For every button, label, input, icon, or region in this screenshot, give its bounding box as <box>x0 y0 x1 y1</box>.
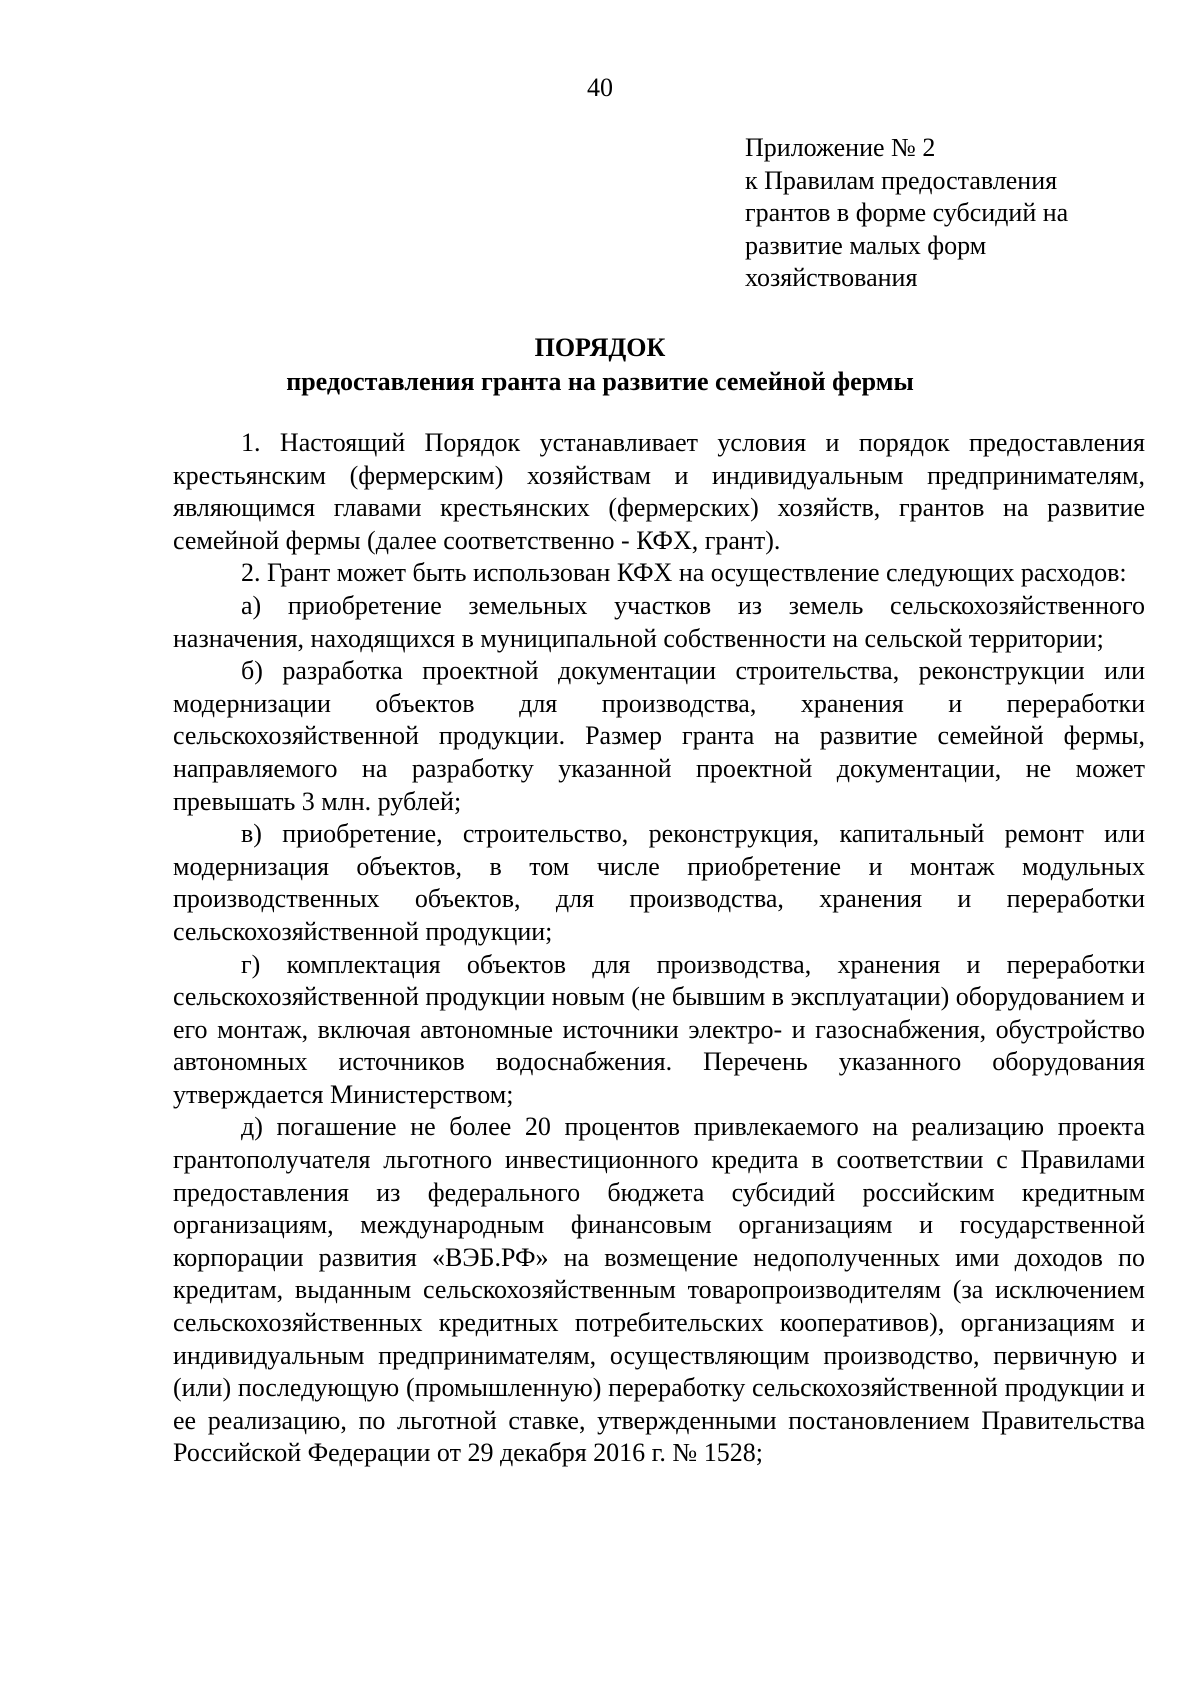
appendix-note <box>745 132 1165 295</box>
paragraph-2g: г) комплектация объектов для производства, хранения и переработки сельскохозяйственной продукции новым (не бывшим в эксплуатации) оборудованием и его монтаж, включая автономные источники электро- и газоснабжения, обустройство автономных источников водоснабжения. Перечень указанного оборудования утверждается Министерством; <box>173 949 1145 1109</box>
document-title: ПОРЯДОК <box>534 333 666 362</box>
appendix-line: грантов в форме субсидий на <box>745 198 1069 227</box>
document-body <box>173 427 1145 1470</box>
appendix-line: к Правилам предоставления <box>745 165 1058 195</box>
paragraph-2: 2. Грант может быть использован КФХ на осуществление следующих расходов: <box>241 558 1127 588</box>
appendix-line: хозяйствования <box>745 263 918 292</box>
page-number: 40 <box>587 73 613 102</box>
paragraph-2a: а) приобретение земельных участков из земель сельскохозяйственного назначения, находящихся в муниципальной собственности на сельской территории; <box>173 590 1145 653</box>
paragraph-2v: в) приобретение, строительство, реконструкция, капитальный ремонт или модернизация объектов, в том числе приобретение и монтаж модульных производственных объектов, для производства, хранения и переработки сельскохозяйственной продукции; <box>173 819 1145 946</box>
document-subtitle: предоставления гранта на развитие семейной фермы <box>286 367 914 396</box>
appendix-line: развитие малых форм <box>745 230 987 260</box>
paragraph-2d: д) погашение не более 20 процентов привлекаемого на реализацию проекта грантополучателя льготного инвестиционного кредита в соответствии с Правилами предоставления из федерального бюджета субсидий российским кредитным организациям, международным финансовым организациям и государственной корпорации развития «ВЭБ.РФ» на возмещение недополученных ими доходов по кредитам, выданным сельскохозяйственным товаропроизводителям (за исключением сельскохозяйственных кредитных потребительских кооперативов), организациям и индивидуальным предпринимателям, осуществляющим производство, первичную и (или) последующую (промышленную) переработку сельскохозяйственной продукции и ее реализацию, по льготной ставке, утвержденными постановлением Правительства Российской Федерации от 29 декабря 2016 г. № 1528; <box>173 1112 1145 1468</box>
appendix-line: Приложение № 2 <box>745 133 936 162</box>
paragraph-2b: б) разработка проектной документации строительства, реконструкции или модернизации объектов для производства, хранения и переработки сельскохозяйственной продукции. Размер гранта на развитие семейной фермы, направляемого на разработку указанной проектной документации, не может превышать 3 млн. рублей; <box>173 656 1145 816</box>
paragraph-1: 1. Настоящий Порядок устанавливает условия и порядок предоставления крестьянским (фермерским) хозяйствам и индивидуальным предпринимателям, являющимся главами крестьянских (фермерских) хозяйств, грантов на развитие семейной фермы (далее соответственно - КФХ, грант). <box>173 428 1145 555</box>
